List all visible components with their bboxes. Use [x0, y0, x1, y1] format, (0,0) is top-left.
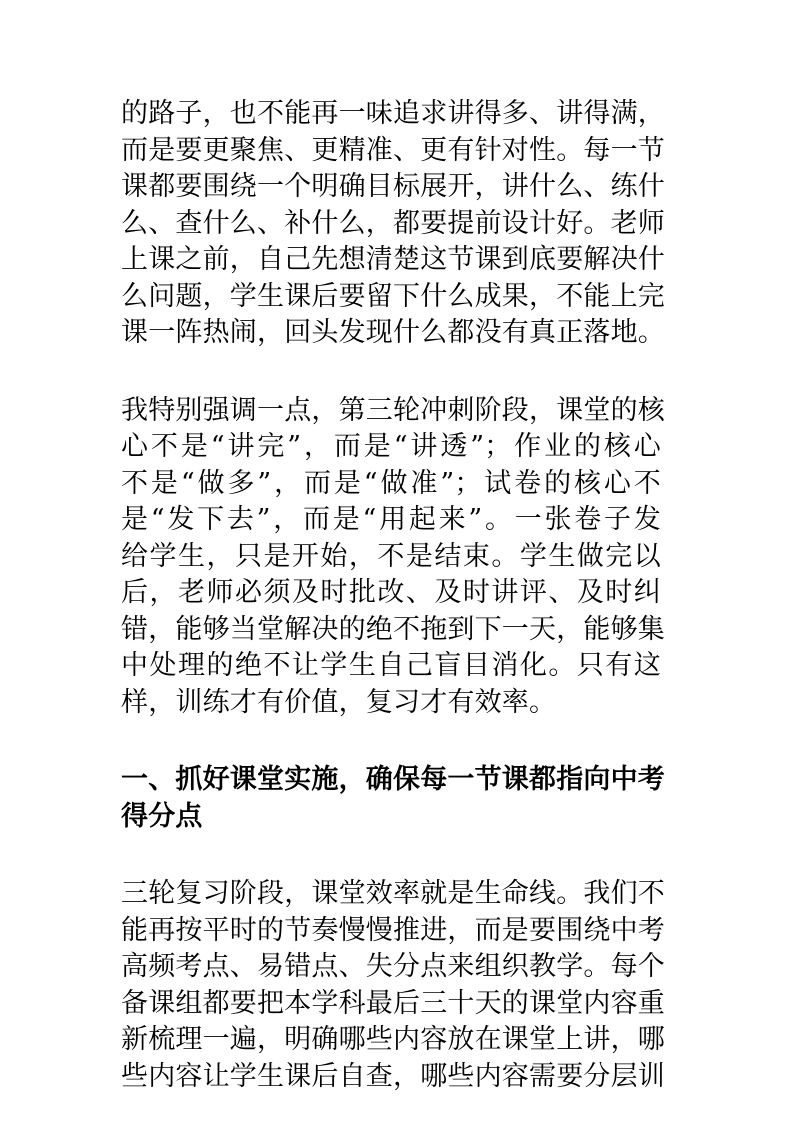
paragraph-sprint-emphasis: [121, 393, 665, 722]
text-line: 么问题，学生课后要留下什么成果，不能上完: [121, 280, 665, 312]
text-line: 中处理的绝不让学生自己盲目消化。只有这: [121, 650, 661, 681]
section-heading: [121, 762, 665, 835]
document-page: [121, 96, 665, 1095]
text-line: 是“发下去”，而是“用起来”。一张卷子发: [121, 504, 661, 535]
text-line: 备课组都要把本学科最后三十天的课堂内容重: [121, 987, 665, 1019]
text-line: 高频考点、易错点、失分点来组织教学。每个: [121, 951, 665, 982]
heading-line: 得分点: [121, 800, 203, 832]
text-line: 样，训练才有价值，复习才有效率。: [121, 686, 557, 718]
paragraph-lesson-focus: [121, 96, 665, 352]
heading-line: 一、抓好课堂实施，确保每一节课都指向中考: [121, 764, 665, 795]
paragraph-spacing: [121, 721, 661, 762]
text-line: 上课之前，自己先想清楚这节课到底要解决什: [121, 244, 665, 275]
text-line: 新梳理一遍，明确哪些内容放在课堂上讲，哪: [121, 1024, 665, 1055]
paragraph-classroom-efficiency: [121, 876, 665, 1095]
text-line: 的路子，也不能再一味追求讲得多、讲得满，: [121, 98, 665, 129]
text-line: 课一阵热闹，回头发现什么都没有真正落地。: [121, 317, 665, 348]
text-line: 课都要围绕一个明确目标展开，讲什么、练什: [121, 171, 665, 202]
text-line: 么、查什么、补什么，都要提前设计好。老师: [121, 207, 665, 239]
text-line: 能再按平时的节奏慢慢推进，而是要围绕中考: [121, 914, 665, 946]
text-line: 后，老师必须及时批改、及时讲评、及时纠: [121, 577, 661, 608]
text-line: 不是“做多”，而是“做准”；试卷的核心不: [121, 467, 661, 499]
paragraph-spacing: [121, 835, 661, 876]
text-line: 心不是“讲完”，而是“讲透”；作业的核心: [121, 431, 661, 462]
text-line: 而是要更聚焦、更精准、更有针对性。每一节: [121, 134, 665, 166]
text-line: 我特别强调一点，第三轮冲刺阶段，课堂的核: [121, 394, 665, 426]
text-line: 些内容让学生课后自查，哪些内容需要分层训: [121, 1060, 665, 1092]
text-line: 错，能够当堂解决的绝不拖到下一天，能够集: [121, 613, 665, 645]
text-line: 给学生，只是开始，不是结束。学生做完以: [121, 540, 661, 572]
paragraph-spacing: [121, 352, 661, 393]
text-line: 三轮复习阶段，课堂效率就是生命线。我们不: [121, 878, 665, 909]
